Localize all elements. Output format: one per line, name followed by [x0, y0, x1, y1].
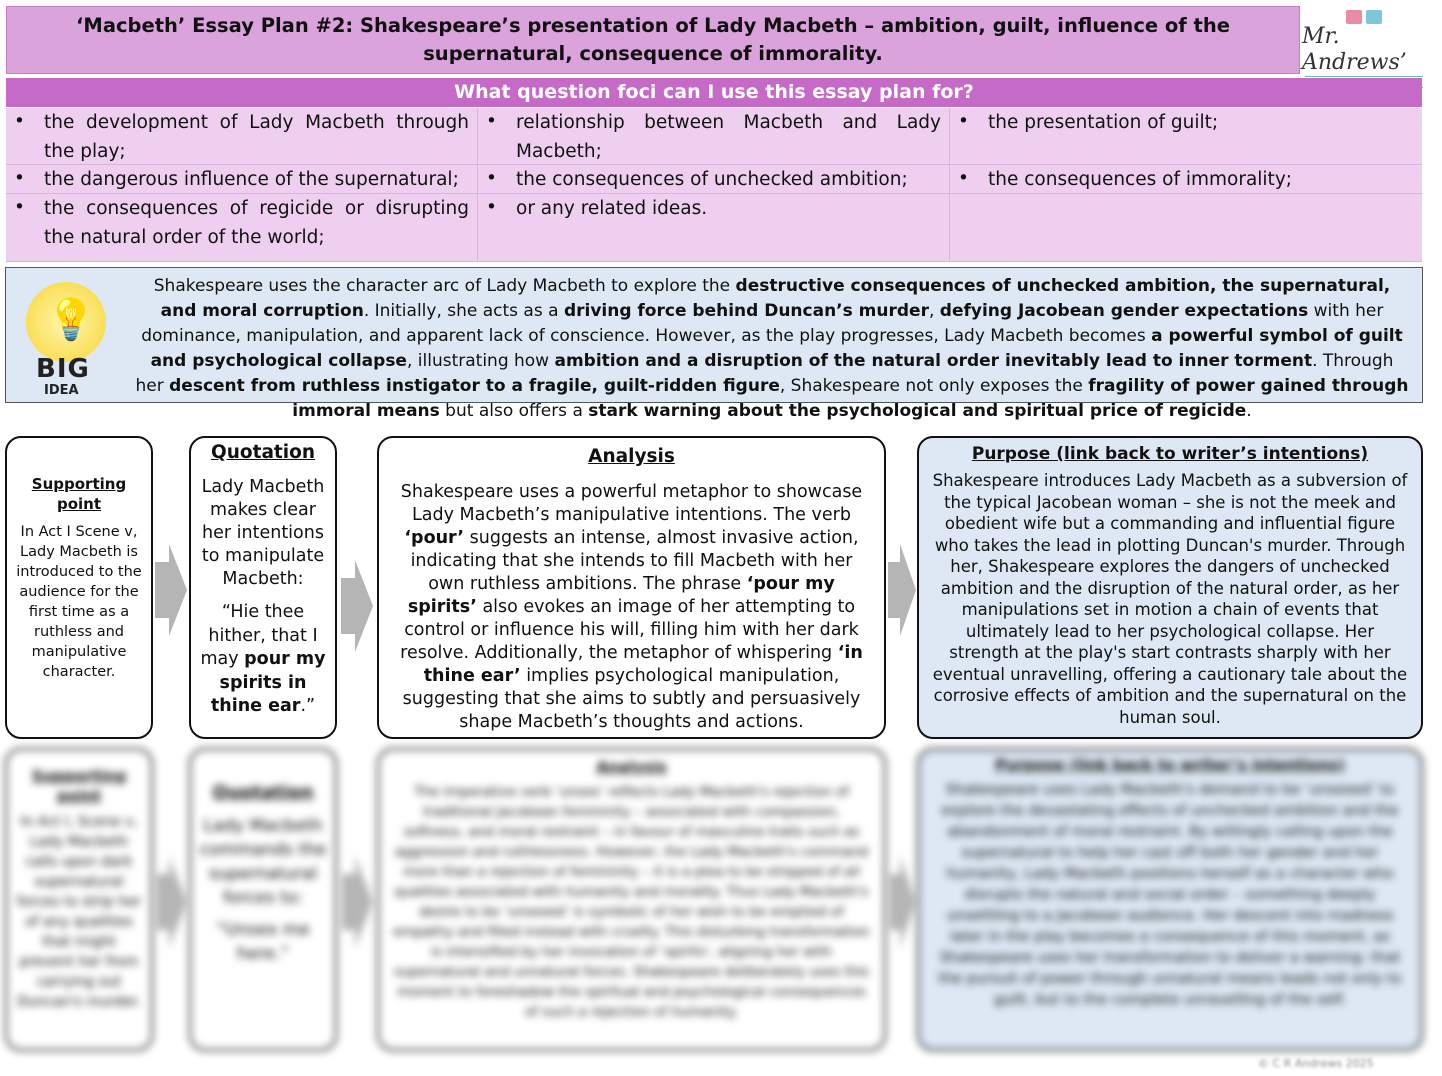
text-run: , Shakespeare not only exposes the — [779, 376, 1089, 396]
title-line-1: ‘Macbeth’ Essay Plan #2: Shakespeare’s presentation of Lady Macbeth – ambition, guilt, influence of the — [76, 14, 1230, 37]
text-run: Shakespeare uses the character arc of Lady Macbeth to explore the — [153, 276, 736, 296]
purpose-box — [917, 436, 1423, 739]
arrow-right-icon — [155, 544, 187, 636]
big-idea-text — [134, 274, 1410, 424]
text-run: also evokes an image of her attempting to control or influence his will, filling him with her dark resolve. Additionally, the metaphor of whispering — [400, 597, 859, 663]
foci-text: the dangerous influence of the supernatural; — [44, 169, 459, 190]
bullet-icon: • — [14, 168, 25, 189]
text-run: Shakespeare uses a powerful metaphor to showcase Lady Macbeth’s manipulative intentions. The verb — [400, 482, 863, 525]
foci-table — [6, 108, 1422, 262]
logo-name: Mr. Andrews’ — [1302, 24, 1407, 75]
arrow-right-icon — [888, 544, 916, 636]
text-run: . Through her — [135, 351, 1394, 396]
purpose-title: Purpose (link back to writer’s intentions) — [971, 444, 1369, 464]
analysis-box — [377, 436, 886, 739]
bold-phrase: a powerful symbol of guilt and psychological collapse — [150, 326, 1403, 371]
text-run: , — [928, 301, 940, 321]
bullet-icon: • — [958, 111, 969, 132]
bullet-icon: • — [958, 168, 969, 189]
bold-phrase: driving force behind Duncan’s murder — [563, 301, 929, 321]
foci-cell — [6, 165, 478, 194]
foci-cell — [950, 165, 1422, 194]
bullet-icon: • — [486, 111, 497, 132]
text-run: suggests an intense, almost invasive action, indicating that she intends to fill Macbeth with her own ruthless ambitions. The phrase — [410, 528, 859, 594]
analysis-title: Analysis — [596, 758, 667, 776]
foci-cell — [950, 108, 1422, 165]
supporting-point-box — [5, 436, 153, 739]
bold-phrase: ‘pour’ — [404, 528, 465, 548]
bold-phrase: defying Jacobean gender expectations — [939, 301, 1309, 321]
bullet-icon: • — [14, 197, 25, 218]
foci-text: the consequences of unchecked ambition; — [516, 169, 908, 190]
quotation-box-blurred — [189, 748, 337, 1051]
quotation-text: “Unsex me here.” — [216, 920, 310, 964]
foci-cell — [478, 108, 950, 165]
foci-text: the development of Lady Macbeth through the play; — [44, 112, 469, 162]
title-line-2: supernatural, consequence of immorality. — [423, 42, 883, 65]
purpose-text: Shakespeare introduces Lady Macbeth as a subversion of the typical Jacobean woman – she is not the meek and obedient wife but a commanding and influential figure who takes the lead in plotting Duncan's murder. Through her, Shakespeare explores the dangers of unchecked ambition and the disruption of the natural order, as her manipulations set in motion a chain of events that ultimately lead to her psychological collapse. Her strength at the play's start contrasts sharply with her eventual unravelling, offering a cautionary tale about the corrosive effects of ambition and the supernatural on the human soul. — [932, 471, 1408, 727]
copyright-notice: © C R Andrews 2025 — [1258, 1057, 1374, 1070]
text-run: . Initially, she acts as a — [363, 301, 564, 321]
foci-cell — [6, 194, 478, 262]
lightbulb-icon — [24, 282, 110, 398]
foci-cell — [478, 194, 950, 262]
monitor-icon — [1366, 10, 1382, 24]
text-run: , illustrating how — [406, 351, 555, 371]
supporting-point-box-blurred — [5, 748, 153, 1051]
foci-text: relationship between Macbeth and Lady Macbeth; — [516, 112, 941, 162]
bold-phrase: stark warning about the psychological and spiritual price of regicide — [588, 401, 1247, 421]
bold-phrase: destructive consequences of unchecked ambition, the supernatural, and moral corruption — [160, 276, 1391, 321]
text-run: with her dominance, manipulation, and apparent lack of conscience. However, as the play progresses, Lady Macbeth becomes — [141, 301, 1384, 346]
text-run: but also offers a — [439, 401, 589, 421]
analysis-text — [393, 481, 870, 734]
foci-cell-empty — [950, 194, 1422, 262]
arrow-right-icon — [341, 856, 373, 948]
quotation-title: Quotation — [211, 442, 315, 463]
bold-phrase: ‘in thine ear’ — [423, 643, 863, 686]
supporting-point-text: In Act I Scene v, Lady Macbeth is introduced to the audience for the first time as a ruthless and manipulative character. — [16, 524, 142, 680]
big-idea-panel — [5, 267, 1423, 421]
quotation-intro: Lady Macbeth makes clear her intentions to manipulate Macbeth: — [201, 477, 325, 589]
bold-phrase: ‘pour my spirits’ — [407, 574, 835, 617]
quotation-intro: Lady Macbeth commands the supernatural forces to: — [199, 816, 327, 908]
bold-phrase: fragility of power gained through immoral means — [292, 376, 1409, 421]
foci-text: or any related ideas. — [516, 198, 708, 219]
bold-phrase: descent from ruthless instigator to a fragile, guilt-ridden figure — [169, 376, 780, 396]
foci-cell — [478, 165, 950, 194]
purpose-text: Shakespeare uses Lady Macbeth's demand to be ‘unsexed’ to explore the devastating effects of unchecked ambition and the abandonment of moral restraint. By willingly calling upon the supernatural to help her cast off both her gender and her humanity, Lady Macbeth positions herself as a character who disrupts the natural and social order – something deeply unsettling to a Jacobean audience. Her descent into madness later in the play becomes a consequence of this moment, as Shakespeare uses her transformation to deliver a warning: that the pursuit of power through unnatural means leads not only to guilt, but to the complete unravelling of the self. — [938, 782, 1402, 1008]
book-icon — [1346, 10, 1362, 24]
supporting-point-title: Supporting point — [31, 475, 127, 513]
text-run: . — [1246, 401, 1252, 421]
bulb-glyph: 💡 — [46, 297, 96, 343]
foci-text: the consequences of regicide or disrupting the natural order of the world; — [44, 198, 469, 248]
quotation-box — [189, 436, 337, 739]
arrow-right-icon — [155, 856, 187, 948]
bold-phrase: pour my spirits in thine ear — [210, 649, 326, 716]
quotation-text — [197, 601, 329, 719]
analysis-box-blurred — [377, 748, 886, 1051]
purpose-title: Purpose (link back to writer’s intentions) — [995, 756, 1345, 774]
bullet-icon: • — [486, 168, 497, 189]
idea-label: IDEA — [44, 383, 79, 398]
text-run: .” — [300, 696, 316, 716]
supporting-point-text: In Act I, Scene v, Lady Macbeth calls upon dark supernatural forces to strip her of any qualities that might prevent her from carrying out Duncan's murder. — [16, 814, 142, 1010]
supporting-point-title: Supporting point — [31, 767, 127, 805]
logo-book-icons — [1346, 10, 1382, 24]
text-run: “Hie thee hither, that I may — [200, 602, 318, 669]
arrow-right-icon — [888, 856, 916, 948]
foci-text: the presentation of guilt; — [988, 112, 1219, 133]
big-label: BIG — [36, 354, 90, 384]
purpose-box-blurred — [917, 748, 1423, 1051]
arrow-right-icon — [341, 560, 373, 652]
bullet-icon: • — [486, 197, 497, 218]
page-title — [6, 6, 1300, 74]
bullet-icon: • — [14, 111, 25, 132]
foci-cell — [6, 108, 478, 165]
analysis-title: Analysis — [588, 446, 675, 467]
analysis-text: The imperative verb ‘unsex’ reflects Lady Macbeth's rejection of traditional Jacobean femininity – associated with compassion, softness, and moral restraint – in favour of masculine traits such as aggression and ruthlessness. However, the Lady Macbeth's command more than a rejection of femininity – it is a plea to be stripped of all qualities associated with humanity and morality. Thus Lady Macbeth's desire to be ‘unsexed’ is symbolic of her wish to be emptied of empathy and filled instead with cruelty. This disturbing transformation is intensified by her invocation of ‘spirits’, aligning her with supernatural and unnatural forces. Shakespeare deliberately uses this moment to foreshadow the spiritual and psychological consequences of such a rejection of humanity. — [393, 784, 870, 1020]
quotation-title: Quotation — [212, 782, 314, 803]
question-foci-heading: What question foci can I use this essay plan for? — [6, 78, 1422, 107]
foci-text: the consequences of immorality; — [988, 169, 1292, 190]
bold-phrase: ambition and a disruption of the natural order inevitably lead to inner torment — [554, 351, 1313, 371]
text-run: implies psychological manipulation, suggesting that she aims to subtly and persuasively shape Macbeth’s thoughts and actions. — [402, 666, 861, 732]
